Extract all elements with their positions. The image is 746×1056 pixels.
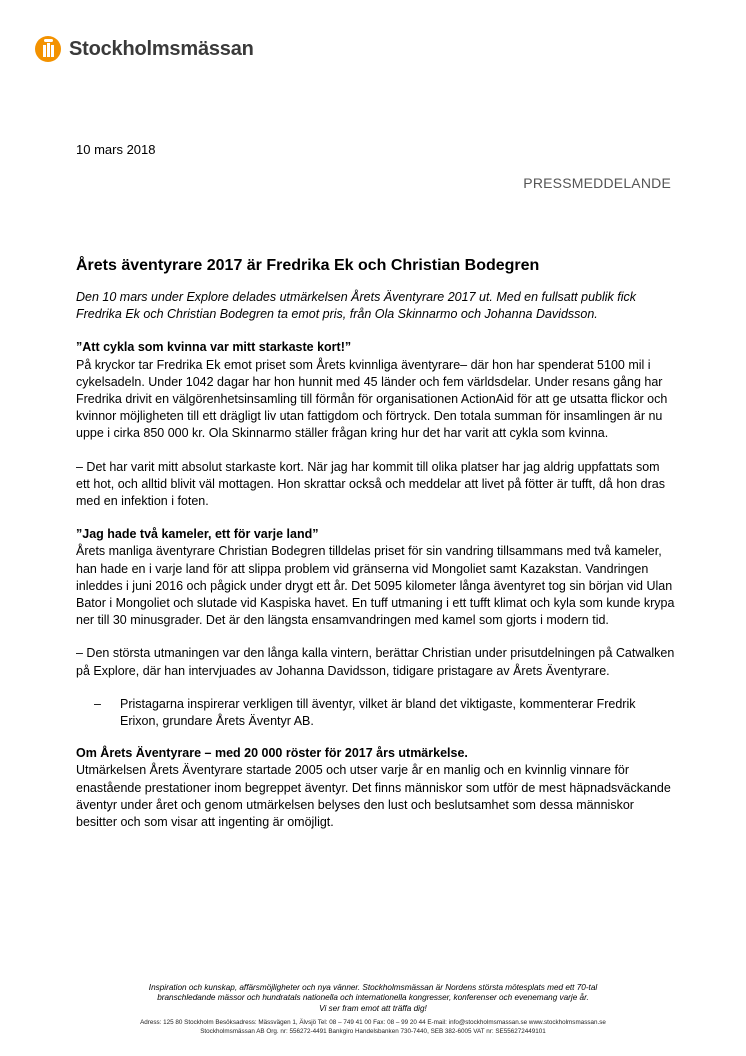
company-logo — [35, 36, 254, 62]
footer-line-2: branschledande mässor och hundratals nationella och internationella kongresser, konferenser och evenemang varje år. — [157, 993, 589, 1003]
footer-line-3: Vi ser fram emot att träffa dig! — [319, 1003, 427, 1013]
paragraph-fredrika-2: – Det har varit mitt absolut starkaste kort. När jag har kommit till olika platser har jag aldrig uppfattats som ett hot, och alltid blivit väl mottagen. Hon skrattar också och meddelar att livet på fötter är tufft, då hon dras med en infektion i foten. — [76, 459, 665, 509]
section-heading-about: Om Årets Äventyrare – med 20 000 röster för 2017 års utmärkelse. — [76, 746, 468, 761]
footer-address: Adress: 125 80 Stockholm Besöksadress: Mässvägen 1, Älvsjö Tel: 08 – 749 41 00 Fax: 08 – 99 20 44 E-mail: info@stockholmsmassan.se www.stockholmsmassan.se — [140, 1019, 606, 1026]
quote-list-item — [76, 696, 676, 730]
paragraph-fredrika-1: På kryckor tar Fredrika Ek emot priset som Årets kvinnliga äventyrare– där hon har spenderat 5100 mil i cykelsadeln. Under 1042 dagar har hon hunnit med 45 länder och fem världsdelar. Under resans gång har Fredrika drivit en välgörenhetsinsamling till förmån för organisationen ActionAid för att ge utsatta flickor och kvinnor möjligheten till ett drägligt liv utan fattigdom och förtryck. Den totala summan för insamlingen är nu uppe i cirka 850 000 kr. Ola Skinnarmo ställer frågan kring hur det har varit att cykla som kvinna. — [76, 357, 668, 441]
paragraph-about: Utmärkelsen Årets Äventyrare startade 2005 och utser varje år en manlig och en kvinnlig vinnare för enastående prestationer inom begreppet äventyr. Det finns människor som utför de mest häpnadsväckande äventyr under året och genom utmärkelsen belyses den lust och beslutsamhet som dessa människor besitter och som visar att ingenting är omöjligt. — [76, 763, 671, 830]
footer-company-info: Stockholmsmässan AB Org. nr: 556272-4491 Bankgiro Handelsbanken 730-7440, SEB 382-6005 VAT nr: SE556272449101 — [200, 1027, 546, 1035]
paragraph-christian-2: – Den största utmaningen var den långa kalla vintern, berättar Christian under prisutdelningen på Catwalken på Explore, där han intervjuades av Johanna Davidsson, tidigare pristagare av Årets Äventyrare. — [76, 646, 675, 678]
document-type-label: PRESSMEDDELANDE — [523, 175, 671, 191]
footer-contact — [0, 1019, 746, 1036]
press-date: 10 mars 2018 — [76, 142, 156, 157]
list-dash: – — [94, 696, 101, 711]
logo-text: Stockholmsmässan — [69, 37, 254, 60]
article-lead: Den 10 mars under Explore delades utmärkelsen Årets Äventyrare 2017 ut. Med en fullsatt publik fick Fredrika Ek och Christian Bodegren ta emot pris, från Ola Skinnarmo och Johanna Davidsson. — [76, 290, 637, 322]
footer-line-1: Inspiration och kunskap, affärsmöjligheter och nya vänner. Stockholmsmässan är Nordens största mötesplats med ett 70-tal — [148, 983, 598, 992]
paragraph-christian-1: Årets manliga äventyrare Christian Bodegren tilldelas priset för sin vandring tillsammans med två kameler, han hade en i varje land för att slippa problem vid gränserna vid Mongoliet samt Kazakstan. Vandringen inleddes i juni 2016 och pågick under drygt ett år. Det 5095 kilometer långa äventyret tog sin början vid Ulan Bator i Mongoliet och slutade vid Kaspiska havet. En tuff utmaning i ett tufft klimat och kyla som kunde krypa ner till 30 minusgrader. Det är den längsta ensamvandringen med kamel som gjorts i modern tid. — [76, 544, 675, 628]
quote-text: Pristagarna inspirerar verkligen till äventyr, vilket är bland det viktigaste, kommenterar Fredrik Erixon, grundare Årets Äventyr AB. — [120, 696, 636, 729]
article-title: Årets äventyrare 2017 är Fredrika Ek och Christian Bodegren — [76, 257, 540, 274]
section-heading-christian: ”Jag hade två kameler, ett för varje land” — [76, 527, 319, 542]
stockholmsmassan-logo-icon — [35, 36, 61, 62]
footer-tagline — [0, 983, 746, 1014]
article-body — [76, 256, 676, 847]
section-heading-fredrika: ”Att cykla som kvinna var mitt starkaste kort!” — [76, 340, 352, 355]
